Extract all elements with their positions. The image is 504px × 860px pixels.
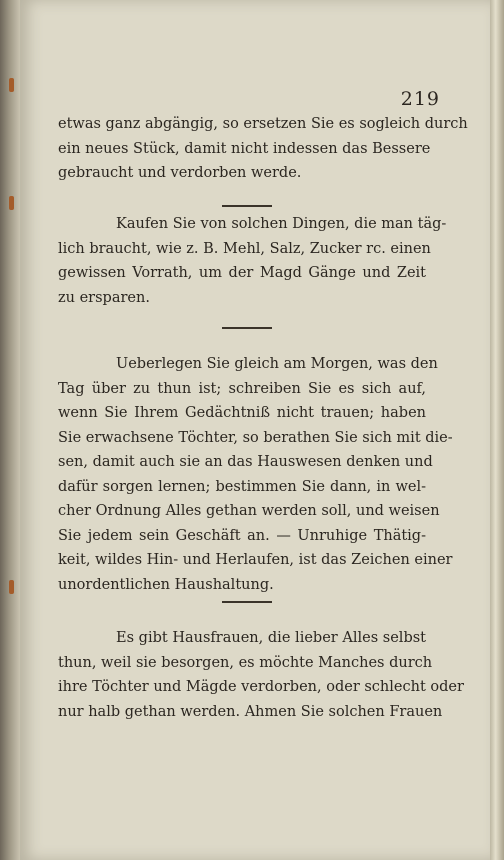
spine-thread-mark	[9, 196, 14, 210]
text-line: dafür sorgen lernen; bestimmen Sie dann, in wel-	[58, 478, 426, 495]
text-line: thun, weil sie besorgen, es möchte Manches durch	[58, 654, 433, 671]
text-line: gewissen Vorrath, um der Magd Gänge und Zeit	[58, 265, 426, 281]
text-line: Sie jedem sein Geschäft an. — Unruhige Thätig-	[58, 527, 426, 544]
spine-thread-mark	[9, 78, 14, 92]
text-line: Tag über zu thun ist; schreiben Sie es sich auf,	[58, 380, 426, 397]
paragraph-4	[58, 626, 464, 724]
page-number: 219	[400, 88, 440, 110]
text-line: zu ersparen.	[58, 289, 150, 306]
section-divider	[222, 205, 272, 207]
text-line: keit, wildes Hin- und Herlaufen, ist das Zeichen einer	[58, 552, 453, 568]
text-line: nur halb gethan werden. Ahmen Sie solchen Frauen	[58, 703, 443, 720]
paragraph-3	[58, 352, 453, 597]
text-line: gebraucht und verdorben werde.	[58, 165, 302, 181]
text-line: Ueberlegen Sie gleich am Morgen, was den	[116, 356, 438, 372]
book-spine	[0, 0, 20, 860]
section-divider	[222, 601, 272, 603]
text-line: Es gibt Hausfrauen, die lieber Alles selbst	[116, 630, 426, 646]
paragraph-1	[58, 112, 468, 186]
text-line: ein neues Stück, damit nicht indessen das Bessere	[58, 140, 431, 157]
spine-thread-mark	[9, 580, 14, 594]
page-edge	[490, 0, 504, 860]
text-line: sen, damit auch sie an das Hauswesen denken und	[58, 454, 433, 470]
text-line: wenn Sie Ihrem Gedächtniß nicht trauen; haben	[58, 405, 426, 421]
text-line: unordentlichen Haushaltung.	[58, 576, 274, 593]
text-line: lich braucht, wie z. B. Mehl, Salz, Zucker rc. einen	[58, 240, 431, 257]
text-line: Kaufen Sie von solchen Dingen, die man täg-	[116, 216, 447, 232]
paragraph-2	[58, 212, 447, 310]
section-divider	[222, 327, 272, 329]
text-line: ihre Töchter und Mägde verdorben, oder schlecht oder	[58, 679, 464, 695]
text-line: Sie erwachsene Töchter, so berathen Sie sich mit die-	[58, 429, 453, 446]
text-line: etwas ganz abgängig, so ersetzen Sie es sogleich durch	[58, 116, 468, 132]
text-line: cher Ordnung Alles gethan werden soll, und weisen	[58, 503, 440, 519]
